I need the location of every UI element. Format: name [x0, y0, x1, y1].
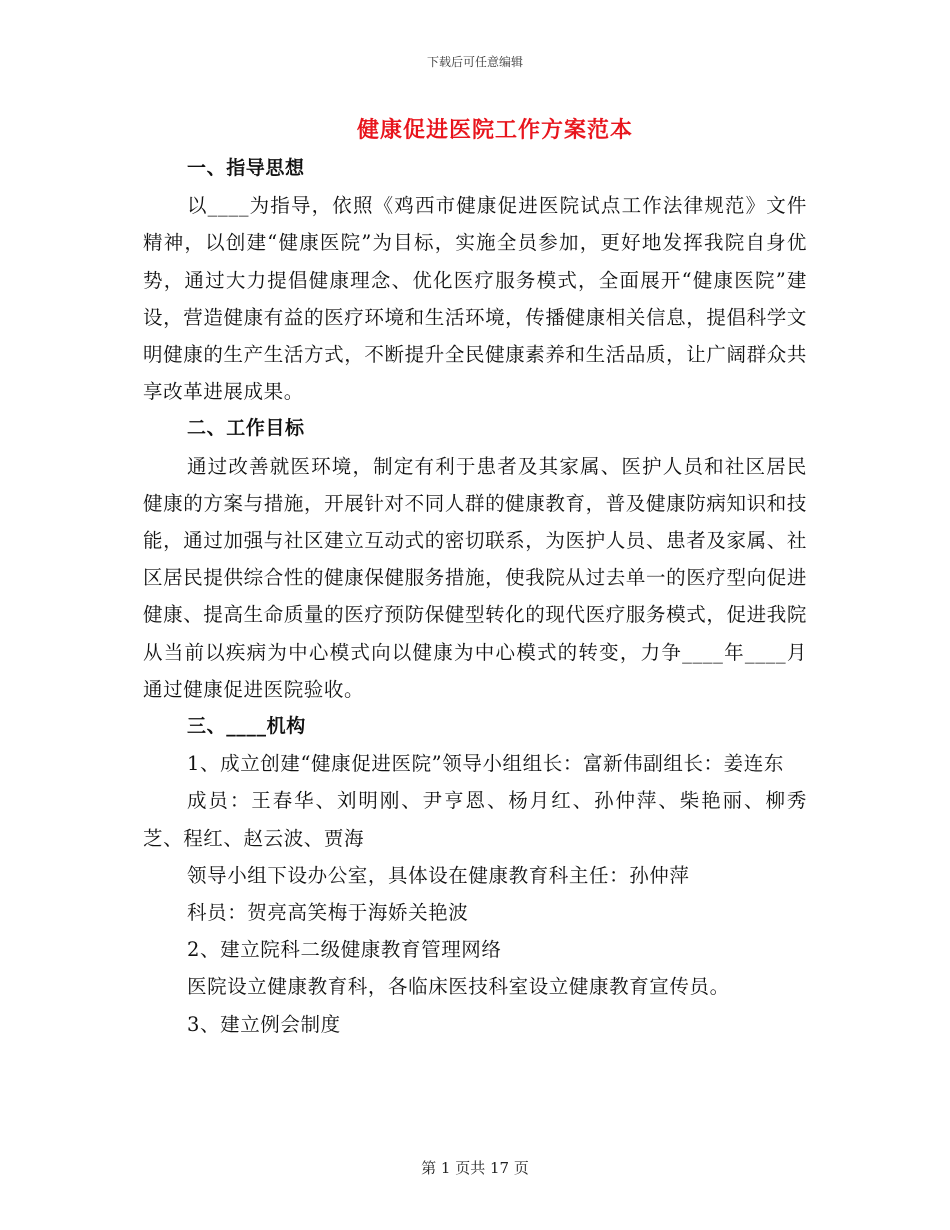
section-heading-guiding-ideology: 一、指导思想: [187, 157, 305, 179]
paragraph-meeting-system: 3、建立例会制度: [187, 1012, 341, 1036]
page-header-note: 下载后可任意编辑: [426, 55, 523, 69]
paragraph-office: 领导小组下设办公室，具体设在健康教育科主任：孙仲萍: [187, 863, 690, 887]
document-title: 健康促进医院工作方案范本: [356, 117, 633, 143]
paragraph-work-goals: 通过改善就医环境，制定有利于患者及其家属、医护人员和社区居民健康的方案与措施，开展针对不同人群的健康教育，普及健康防病知识和技能，通过加强与社区建立互动式的密切联系，为医护人员、患者及家属、社区居民提供综合性的健康保健服务措施，使我院从过去单一的医疗型向促进健康、提高生命质量的医疗预防保健型转化的现代医疗服务模式，促进我院从当前以疾病为中心模式向以健康为中心模式的转变，力争____年____月通过健康促进医院验收。: [143, 454, 807, 701]
page-number-footer: 第 1 页共 17 页: [421, 1159, 529, 1177]
section-heading-work-goals: 二、工作目标: [187, 417, 305, 440]
paragraph-management-network: 2、建立院科二级健康教育管理网络: [187, 938, 502, 962]
paragraph-staff: 科员：贺亮高笑梅于海娇关艳波: [187, 901, 469, 925]
document-body: [143, 150, 807, 1043]
paragraph-health-education-dept: 医院设立健康教育科，各临床医技科室设立健康教育宣传员。: [187, 975, 730, 999]
paragraph-members: 成员：王春华、刘明刚、尹亨恩、杨月红、孙仲萍、柴艳丽、柳秀芝、程红、赵云波、贾海: [143, 789, 807, 850]
paragraph-guiding-ideology: 以____为指导，依照《鸡西市健康促进医院试点工作法律规范》文件精神，以创建“健康医院”为目标，实施全员参加，更好地发挥我院自身优势，通过大力提倡健康理念、优化医疗服务模式，全面展开“健康医院”建设，营造健康有益的医疗环境和生活环境，传播健康相关信息，提倡科学文明健康的生产生活方式，不断提升全民健康素养和生活品质，让广阔群众共享改革进展成果。: [143, 194, 807, 404]
paragraph-leadership-group: 1、成立创建“健康促进医院”领导小组组长：富新伟副组长：姜连东: [187, 752, 784, 776]
section-heading-organization: 三、____机构: [187, 715, 306, 738]
